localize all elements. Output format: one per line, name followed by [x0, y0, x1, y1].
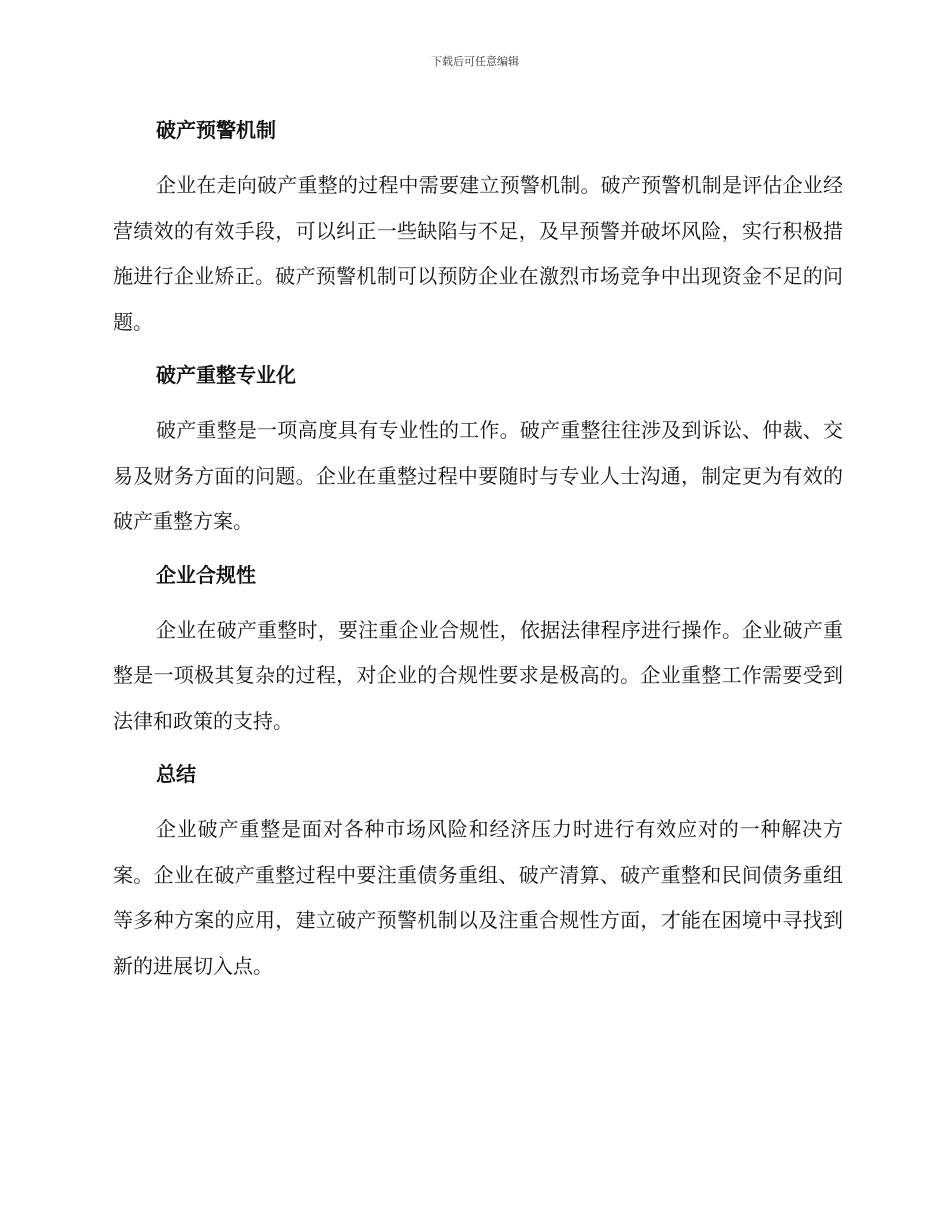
section-paragraph-early-warning: 企业在走向破产重整的过程中需要建立预警机制。破产预警机制是评估企业经营绩效的有效手段，可以纠正一些缺陷与不足，及早预警并破坏风险，实行积极措施进行企业矫正。破产预警机制可以预防企业在激烈市场竞争中出现资金不足的问题。	[113, 173, 843, 334]
section-heading-compliance: 企业合规性	[156, 562, 256, 587]
page-header: 下载后可任意编辑	[431, 55, 519, 68]
section-heading-early-warning: 破产预警机制	[156, 118, 276, 142]
section-paragraph-summary: 企业破产重整是面对各种市场风险和经济压力时进行有效应对的一种解决方案。企业在破产重整过程中要注重债务重组、破产清算、破产重整和民间债务重组等多种方案的应用，建立破产预警机制以及注重合规性方面，才能在困境中寻找到新的进展切入点。	[113, 817, 843, 978]
section-paragraph-specialization: 破产重整是一项高度具有专业性的工作。破产重整往往涉及到诉讼、仲裁、交易及财务方面的问题。企业在重整过程中要随时与专业人士沟通，制定更为有效的破产重整方案。	[113, 418, 843, 533]
section-paragraph-compliance: 企业在破产重整时，要注重企业合规性，依据法律程序进行操作。企业破产重整是一项极其复杂的过程，对企业的合规性要求是极高的。企业重整工作需要受到法律和政策的支持。	[113, 617, 843, 733]
section-heading-specialization: 破产重整专业化	[156, 363, 296, 387]
section-heading-summary: 总结	[156, 762, 196, 786]
document-body	[113, 110, 843, 989]
